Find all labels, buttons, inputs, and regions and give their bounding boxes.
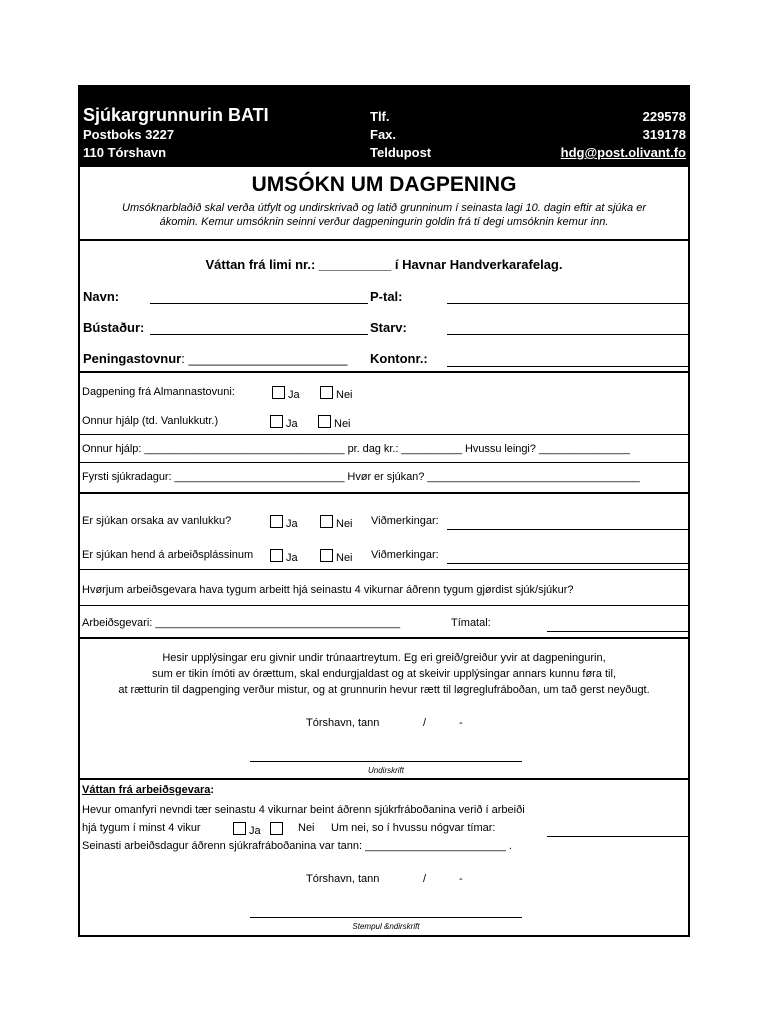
divider — [80, 569, 688, 570]
hours-field[interactable] — [547, 836, 689, 837]
other-help-line[interactable]: Onnur hjálp: _________________________________ pr. dag kr.: __________ Hvussu leingi? _______________ — [82, 443, 630, 455]
bank-line: : ______________________ — [181, 351, 348, 366]
date-dash: - — [459, 717, 463, 729]
signature-field[interactable] — [250, 761, 522, 762]
place-date-label: Tórshavn, tann — [306, 717, 380, 729]
ptal-label: P-tal: — [370, 289, 403, 304]
address-label: Bústaður: — [83, 320, 145, 335]
q4-yes[interactable] — [270, 549, 298, 564]
employer-cert-line-1: Hevur omanfyri nevndi tær seinastu 4 vikurnar beint áðrenn sjúkrfráboðanina verið í arbeiði — [82, 804, 525, 816]
q2-yes[interactable] — [270, 415, 298, 430]
checkbox-icon[interactable] — [270, 515, 283, 528]
email-label: Teldupost — [370, 145, 432, 160]
divider — [80, 492, 688, 494]
intro-line-2: ákomin. Kemur umsóknin seinni verður dagpeningurin goldin frá tí degi umsóknin kemur inn. — [159, 216, 609, 228]
q-workplace: Er sjúkan hend á arbeiðsplássinum — [82, 549, 254, 561]
employer-cert-title: Váttan frá arbeiðsgevara — [82, 784, 211, 796]
q1-yes[interactable] — [272, 386, 300, 401]
divider — [80, 778, 688, 780]
checkbox-icon[interactable] — [318, 415, 331, 428]
form-title: UMSÓKN UM DAGPENING — [251, 173, 517, 196]
fax-label: Fax. — [370, 127, 397, 142]
checkbox-icon[interactable] — [272, 386, 285, 399]
timatal-field[interactable] — [547, 631, 689, 632]
checkbox-icon[interactable] — [233, 822, 246, 835]
bank-label: Peningastovnur — [83, 351, 182, 366]
employer-cert-title-wrap — [82, 784, 214, 796]
yes-label: Ja — [286, 518, 298, 530]
checkbox-icon[interactable] — [270, 549, 283, 562]
tlf-label: Tlf. — [370, 109, 390, 124]
divider — [80, 371, 688, 373]
place-date-label-2: Tórshavn, tann — [306, 873, 380, 885]
cert-no[interactable] — [270, 822, 286, 837]
q-other-help: Onnur hjálp (td. Vanlukkutr.) — [82, 415, 219, 427]
employer-line[interactable]: Arbeiðsgevari: ________________________________________ — [82, 617, 401, 629]
remark-field-2[interactable] — [447, 563, 689, 564]
timatal-label: Tímatal: — [451, 617, 491, 629]
q2-no[interactable] — [318, 415, 351, 430]
declaration-line-2: sum er tikin ímóti av órættum, skal endurgjaldast og at skeivir upplýsingar annars kunnu føra til, — [151, 668, 617, 680]
stamp-signature-field[interactable] — [250, 917, 522, 918]
yes-label: Ja — [286, 552, 298, 564]
declaration-line-1: Hesir upplýsingar eru givnir undir trúnaartreytum. Eg eri greið/greiður yvir at dagpeningurin, — [162, 652, 606, 664]
city: 110 Tórshavn — [83, 145, 167, 160]
cert-no-label: Nei — [298, 822, 315, 834]
yes-label: Ja — [286, 418, 298, 430]
application-form — [78, 85, 690, 937]
account-field[interactable] — [447, 366, 689, 367]
last-workday-line[interactable]: Seinasti arbeiðsdagur áðrenn sjúkrafráboðanina var tann: _______________________ . — [82, 840, 512, 852]
declaration-line-3: at rætturin til dagpenging verður mistur, og at grunnurin hevur rætt til løgreglufráboðan, um tað gerst neyðugt. — [118, 684, 650, 696]
org-name: Sjúkargrunnurin BATI — [83, 105, 269, 125]
date-dash-2: - — [459, 873, 463, 885]
employer-cert-colon: : — [210, 784, 215, 796]
stamp-signature-label: Stempul &ndirskrift — [352, 922, 420, 931]
remark-field-1[interactable] — [447, 529, 689, 530]
tlf-number: 229578 — [642, 109, 686, 124]
employer-question: Hvørjum arbeiðsgevara hava tygum arbeitt hjá seinastu 4 vikurnar áðrenn tygum gjørdist sjúk/sjúkur? — [82, 584, 574, 596]
date-slash-2: / — [423, 873, 427, 885]
checkbox-icon[interactable] — [320, 386, 333, 399]
date-slash: / — [423, 717, 427, 729]
intro-line-1: Umsóknarblaðið skal verða útfylt og undirskrivað og latið grunninum í seinasta lagi 10. dagin eftir at sjúka er — [122, 202, 646, 214]
no-label: Nei — [334, 418, 351, 430]
job-field[interactable] — [447, 334, 689, 335]
cert-yes[interactable] — [233, 822, 261, 837]
name-label: Navn: — [83, 289, 120, 304]
yes-label: Ja — [249, 825, 261, 837]
no-label: Nei — [336, 518, 353, 530]
q-almannastova: Dagpening frá Almannastovuni: — [82, 386, 235, 398]
divider — [80, 605, 688, 606]
yes-label: Ja — [288, 389, 300, 401]
first-sick-day-line[interactable]: Fyrsti sjúkradagur: ____________________________ Hvør er sjúkan? ___________________________________ — [82, 471, 640, 483]
checkbox-icon[interactable] — [270, 822, 283, 835]
q1-no[interactable] — [320, 386, 353, 401]
q-accident: Er sjúkan orsaka av vanlukku? — [82, 515, 232, 527]
email-link[interactable]: hdg@post.olivant.fo — [560, 145, 686, 160]
no-label: Nei — [336, 389, 353, 401]
form-header — [80, 87, 688, 167]
signature-label: Undirskrift — [367, 766, 404, 775]
checkbox-icon[interactable] — [270, 415, 283, 428]
q4-no[interactable] — [320, 549, 353, 564]
account-label: Kontonr.: — [370, 351, 428, 366]
divider — [80, 239, 688, 241]
postbox: Postboks 3227 — [83, 127, 175, 142]
divider — [80, 637, 688, 639]
divider — [80, 434, 688, 435]
bank-field[interactable] — [83, 351, 348, 366]
fax-number: 319178 — [642, 127, 686, 142]
remark-label: Viðmerkingar: — [371, 549, 439, 561]
name-field[interactable] — [150, 303, 368, 304]
divider — [80, 462, 688, 463]
member-cert: Váttan frá limi nr.: __________ í Havnar Handverkarafelag. — [205, 257, 563, 272]
q3-no[interactable] — [320, 515, 353, 530]
checkbox-icon[interactable] — [320, 515, 333, 528]
no-label: Nei — [336, 552, 353, 564]
ptal-field[interactable] — [447, 303, 689, 304]
employer-cert-line-2: hjá tygum í minst 4 vikur — [82, 822, 201, 834]
job-label: Starv: — [370, 320, 407, 335]
remark-label: Viðmerkingar: — [371, 515, 439, 527]
hours-question: Um nei, so í hvussu nógvar tímar: — [331, 822, 496, 834]
address-field[interactable] — [150, 334, 368, 335]
q3-yes[interactable] — [270, 515, 298, 530]
checkbox-icon[interactable] — [320, 549, 333, 562]
